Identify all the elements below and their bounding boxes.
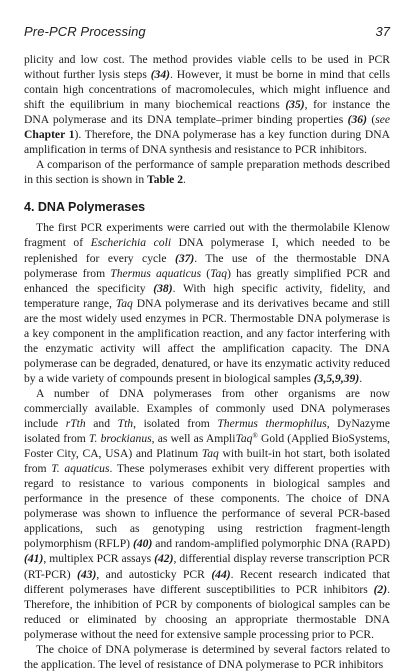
citation: (38) (153, 281, 173, 295)
running-header (24, 24, 390, 48)
citation: (3,5,9,39) (313, 371, 360, 385)
section-heading: 4. DNA Polymerases (24, 200, 146, 215)
citation: (40) (133, 537, 153, 551)
page-number: 37 (375, 24, 390, 39)
paragraph-cell-lysis: plicity and low cost. The method provides viable cells to be used in PCR without further lysis steps (34). However, it must be borne in mind that cells contain high concentrations of macromolecules, which might influence and shift the equilibrium in many biochemical reactions (35), for instance the DNA polymerase and its DNA template–primer binding properties (36) (see Chapter 1). Therefore, the DNA polymerase has a key function during DNA amplification in terms of DNA synthesis and resistance to PCR inhibitors. (24, 53, 390, 157)
chapter-reference: Chapter 1 (24, 128, 75, 142)
paragraph-comparison: A comparison of the performance of sample preparation methods described in this section is shown in Table 2. (24, 158, 390, 187)
citation: (34) (150, 68, 171, 82)
paragraph-first-pcr: The first PCR experiments were carried out with the thermolabile Klenow fragment of Escherichia coli DNA polymerase I, which needed to be replenished for every cycle (37). The use of the thermostable DNA polymerase from Thermus aquaticus (Taq) has greatly simplified PCR and enhanced the specificity (38). With high specific activity, fidelity, and temperature range, Taq DNA polymerase and its derivatives became and still are the most widely used enzymes in PCR. Thermostable DNA polymerase is a key component in the amplification reaction, and any factor interfering with the enzymatic activity will affect the amplification capacity. The DNA polymerase can be degraded, denatured, or have its enzymatic activity reduced by a wide variety of compounds present in biological samples (3,5,9,39). (24, 221, 391, 385)
citation: (36) (347, 113, 367, 127)
paragraph-polymerases: A number of DNA polymerases from other organisms are now commercially available. Examples of commonly used DNA polymerases include rTth and Tth, isolated from Thermus thermophilus, DyNazyme isolated from T. brockianus, as well as AmpliTaq® Gold (Applied BioSystems, Foster City, CA, USA) and Platinum Taq with built-in hot start, both isolated from T. aquaticus. These polymerases exhibit very different properties with regard to resistance to various components in biological samples and performance in the presence of these components. The choice of DNA polymerase was shown to influence the performance of several PCR-based applications, such as genotyping using restriction fragment-length polymorphism (RFLP) (40) and random-amplified polymorphic DNA (RAPD) (41), multiplex PCR assays (42), differential display reverse transcription PCR (RT-PCR) (43), and autosticky PCR (44). Recent research indicated that different polymerases have different susceptibilities to PCR inhibitors (2). Therefore, the inhibition of PCR by components of biological samples can be reduced or eliminated by choosing an appropriate thermostable DNA polymerase without the need for extensive sample processing prior to PCR. (24, 386, 390, 641)
citation: (43) (77, 567, 97, 581)
table-reference: Table 2 (147, 173, 184, 187)
running-title: Pre-PCR Processing (24, 24, 146, 39)
citation: (42) (154, 552, 174, 566)
citation: (35) (285, 98, 305, 112)
page-body (24, 52, 390, 672)
citation: (2) (373, 582, 388, 596)
citation: (41) (24, 552, 44, 566)
document-page (24, 24, 390, 672)
paragraph-choice: The choice of DNA polymerase is determined by several factors related to the application. The level of resistance of DNA polymerase to PCR inhibitors (24, 642, 390, 671)
citation: (44) (211, 567, 231, 581)
citation: (37) (174, 251, 195, 265)
